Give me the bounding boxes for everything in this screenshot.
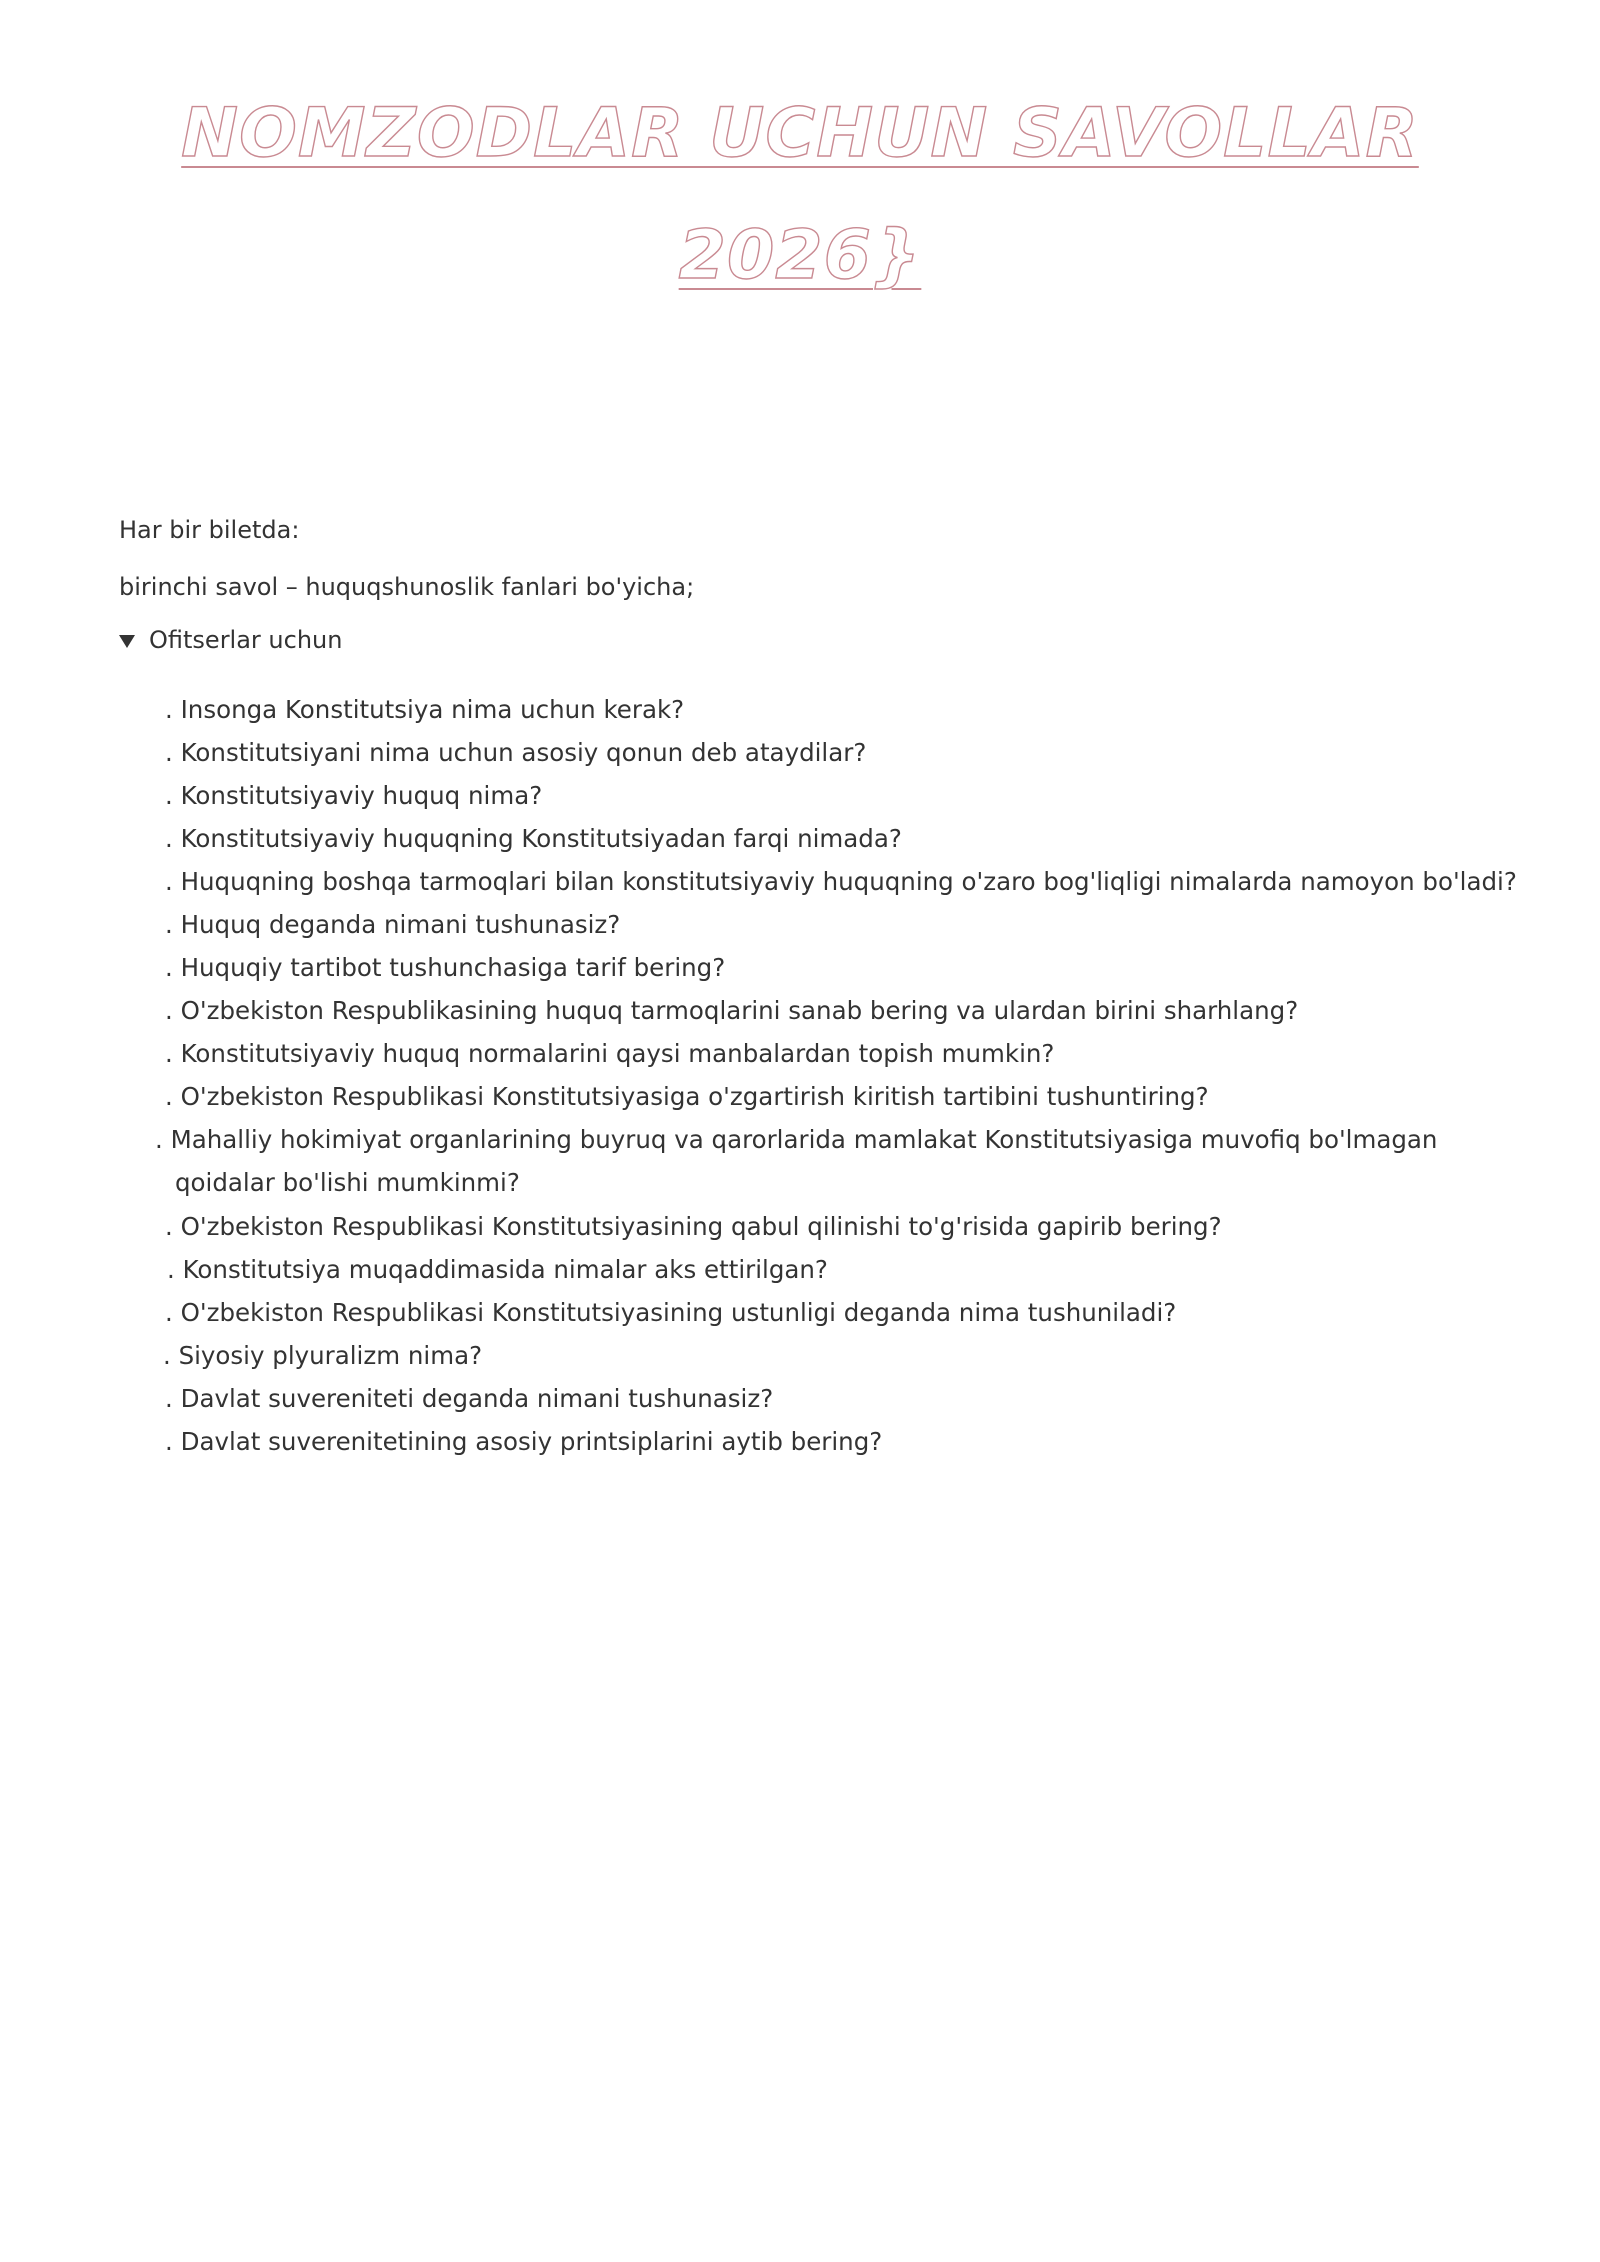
question-item: . O'zbekiston Respublikasi Konstitutsiyasining ustunligi deganda nima tushuniladi? (165, 1298, 1177, 1327)
question-item: . Konstitutsiyani nima uchun asosiy qonun deb ataydilar? (165, 738, 867, 767)
question-item: . Konstitutsiyaviy huquqning Konstitutsiyadan farqi nimada? (165, 824, 902, 853)
question-item: . Davlat suverenitetining asosiy printsiplarini aytib bering? (165, 1427, 883, 1456)
document-title-line-2: 2026} (678, 216, 922, 295)
intro-text-1: Har bir biletda: (119, 516, 300, 544)
question-item: . Konstitutsiyaviy huquq nima? (165, 781, 543, 810)
toggle-label: Ofitserlar uchun (149, 626, 343, 654)
question-item: . Huquqiy tartibot tushunchasiga tarif bering? (165, 953, 726, 982)
question-item: . Mahalliy hokimiyat organlarining buyruq va qarorlarida mamlakat Konstitutsiyasiga muvofiq bo'lmagan (155, 1125, 1438, 1154)
intro-text-2: birinchi savol – huquqshunoslik fanlari bo'yicha; (119, 573, 695, 601)
toggle-officers[interactable] (119, 628, 342, 652)
question-item: . O'zbekiston Respublikasi Konstitutsiyasiga o'zgartirish kiritish tartibini tushuntiring? (165, 1082, 1209, 1111)
question-item: . Insonga Konstitutsiya nima uchun kerak? (165, 695, 685, 724)
question-item: . Siyosiy plyuralizm nima? (163, 1341, 483, 1370)
question-item: . O'zbekiston Respublikasining huquq tarmoqlarini sanab bering va ulardan birini sharhlang? (165, 996, 1299, 1025)
question-item-continuation: qoidalar bo'lishi mumkinmi? (175, 1168, 520, 1197)
question-item: . O'zbekiston Respublikasi Konstitutsiyasining qabul qilinishi to'g'risida gapirib bering? (165, 1212, 1222, 1241)
question-item: . Davlat suvereniteti deganda nimani tushunasiz? (165, 1384, 774, 1413)
question-item: . Huquq deganda nimani tushunasiz? (165, 910, 621, 939)
document-title-line-1: NOMZODLAR UCHUN SAVOLLAR (181, 94, 1419, 173)
question-item: . Huquqning boshqa tarmoqlari bilan konstitutsiyaviy huquqning o'zaro bog'liqligi nimalarda namoyon bo'ladi? (165, 867, 1517, 896)
triangle-down-icon[interactable] (119, 635, 135, 648)
question-item: . Konstitutsiya muqaddimasida nimalar aks ettirilgan? (167, 1255, 828, 1284)
question-item: . Konstitutsiyaviy huquq normalarini qaysi manbalardan topish mumkin? (165, 1039, 1055, 1068)
